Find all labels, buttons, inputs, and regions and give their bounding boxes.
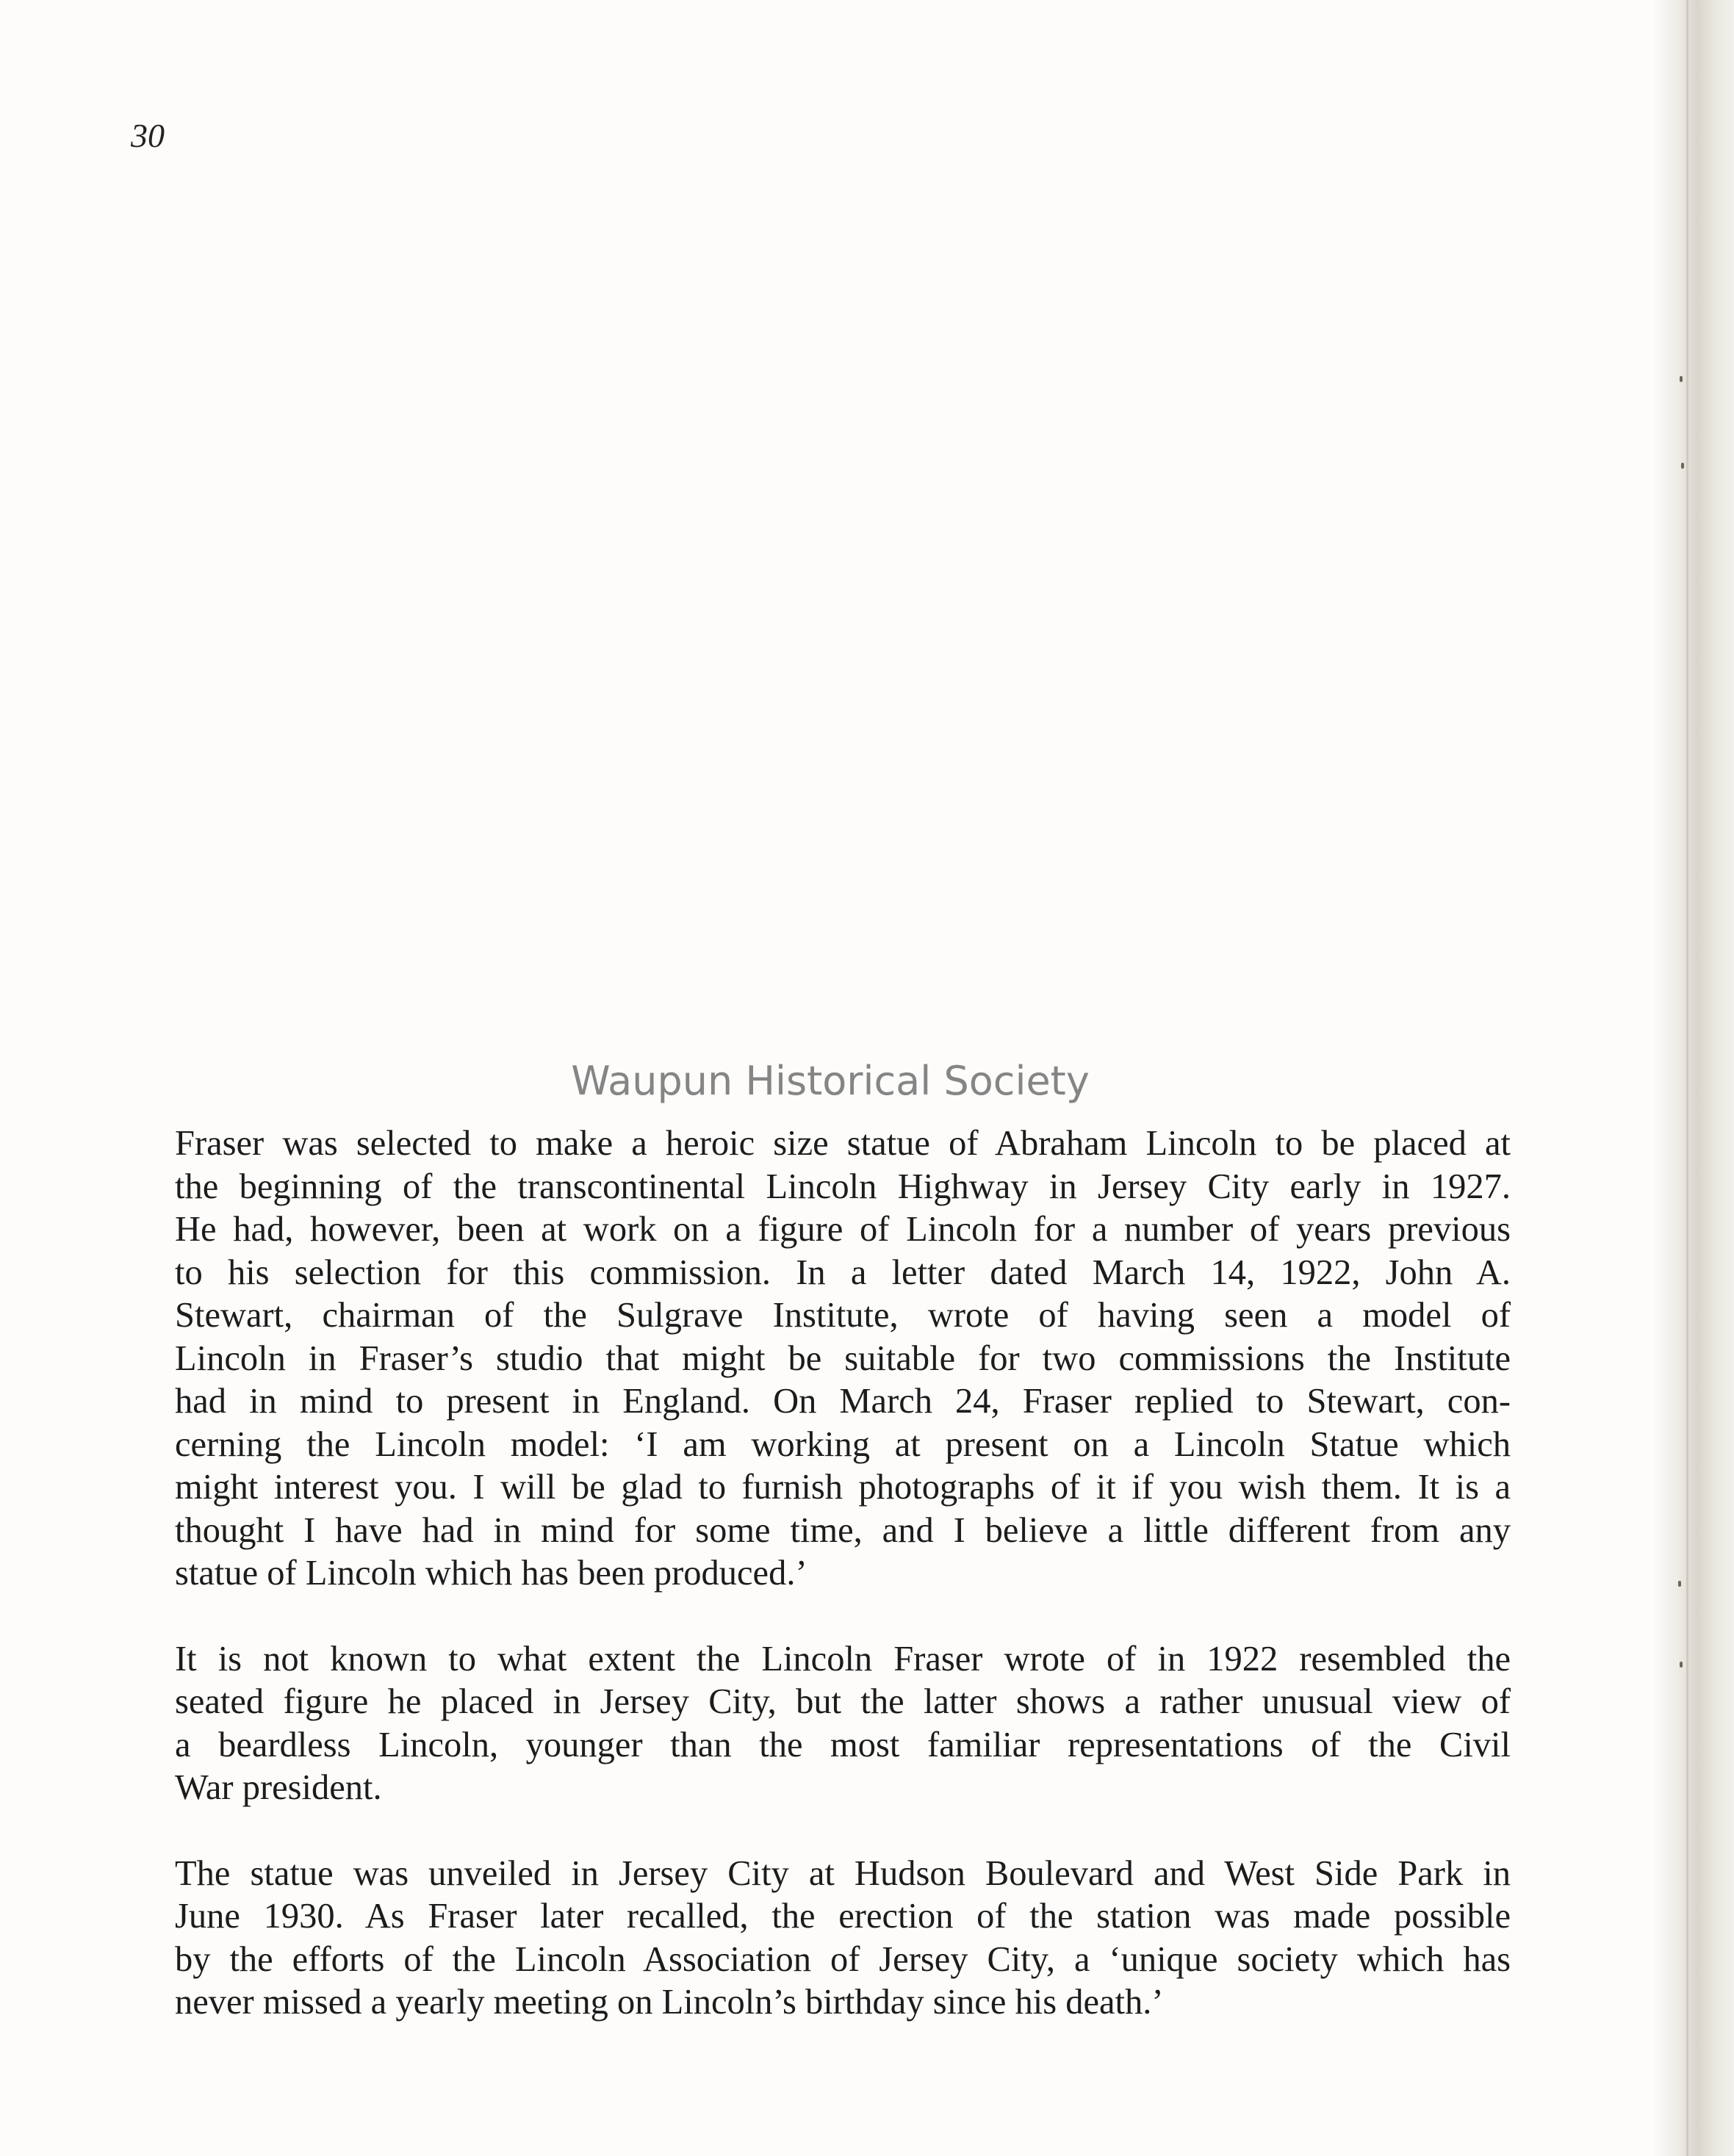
- paragraph-1: [175, 1122, 1511, 1596]
- binding-speck: [1681, 463, 1684, 469]
- body-text: [175, 1122, 1511, 2067]
- paragraph-2: [175, 1638, 1511, 1810]
- binding-speck: [1680, 376, 1683, 382]
- text-line: the beginning of the transcontinental Lincoln Highway in Jersey City early in 1927.: [175, 1167, 1511, 1206]
- text-line: Lincoln in Fraser’s studio that might be suitable for two commissions the Institute: [175, 1338, 1511, 1378]
- paragraph-3: [175, 1853, 1511, 2025]
- binding-edge: [1686, 0, 1688, 2156]
- text-line: seated figure he placed in Jersey City, but the latter shows a rather unusual view of: [175, 1682, 1511, 1721]
- binding-speck: [1680, 1662, 1683, 1668]
- page-gutter-shadow: [1653, 0, 1734, 2156]
- text-line: statue of Lincoln which has been produced.’: [175, 1554, 807, 1593]
- text-line: Fraser was selected to make a heroic size statue of Abraham Lincoln to be placed at: [175, 1124, 1511, 1163]
- binding-speck: [1678, 1581, 1681, 1587]
- text-line: It is not known to what extent the Lincoln Fraser wrote of in 1922 resembled the: [175, 1639, 1511, 1679]
- text-line: might interest you. I will be glad to furnish photographs of it if you wish them. It is a: [175, 1468, 1511, 1507]
- text-line: to his selection for this commission. In a letter dated March 14, 1922, John A.: [175, 1252, 1511, 1292]
- text-line: had in mind to present in England. On March 24, Fraser replied to Stewart, con-: [175, 1382, 1511, 1421]
- text-line: June 1930. As Fraser later recalled, the erection of the station was made possible: [175, 1897, 1511, 1936]
- text-line: The statue was unveiled in Jersey City at Hudson Boulevard and West Side Park in: [175, 1853, 1511, 1893]
- text-line: He had, however, been at work on a figure of Lincoln for a number of years previous: [175, 1210, 1511, 1249]
- text-line: Stewart, chairman of the Sulgrave Institute, wrote of having seen a model of: [175, 1296, 1511, 1335]
- text-line: cerning the Lincoln model: ‘I am working at present on a Lincoln Statue which: [175, 1424, 1511, 1464]
- page-number: 30: [131, 117, 165, 154]
- text-line: thought I have had in mind for some time, and I believe a little different from any: [175, 1510, 1511, 1550]
- text-line: a beardless Lincoln, younger than the most familiar representations of the Civil: [175, 1725, 1511, 1764]
- watermark-text: Waupun Historical Society: [571, 1058, 1090, 1104]
- text-line: never missed a yearly meeting on Lincoln’s birthday since his death.’: [175, 1983, 1164, 2022]
- text-line: War president.: [175, 1768, 382, 1807]
- text-line: by the efforts of the Lincoln Association of Jersey City, a ‘unique society which has: [175, 1939, 1511, 1979]
